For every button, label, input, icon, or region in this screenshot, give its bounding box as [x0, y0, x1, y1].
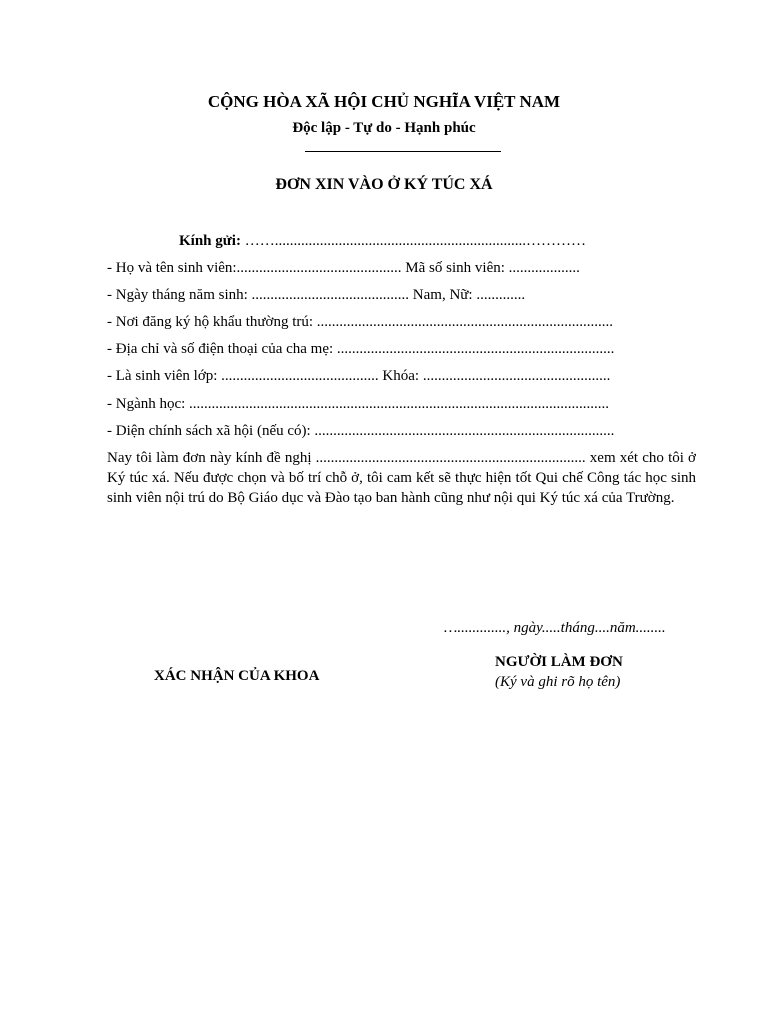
- field-birthdate-gender: - Ngày tháng năm sinh: .......................................... Nam, Nữ: .............: [107, 287, 526, 303]
- motto-underline: [305, 151, 501, 152]
- field-class-course: - Là sinh viên lớp: .......................................... Khóa: ..................................................: [107, 368, 611, 384]
- recipient-line: [179, 233, 586, 250]
- faculty-confirmation-title: XÁC NHẬN CỦA KHOA: [154, 668, 320, 684]
- recipient-blank: ……...................................................................…………: [240, 233, 586, 249]
- field-permanent-residence: - Nơi đăng ký hộ khẩu thường trú: ...............................................................................: [107, 314, 614, 330]
- request-paragraph: Nay tôi làm đơn này kính đề nghị ........................................................................ xem xét cho tôi ở Ký túc xá. Nếu được chọn và bố trí chỗ ở, tôi cam kết sẽ thực hiện tốt Qui chế Công tác học sinh sinh viên nội trú do Bộ Giáo dục và Đào tạo ban hành cũng như nội qui Ký túc xá của Trường.: [107, 450, 696, 506]
- national-title: CỘNG HÒA XÃ HỘI CHỦ NGHĨA VIỆT NAM: [207, 92, 561, 111]
- field-student-name-id: - Họ và tên sinh viên:............................................ Mã số sinh viên: ...................: [107, 260, 580, 276]
- date-line: …............., ngày.....tháng....năm........: [444, 620, 666, 636]
- field-major: - Ngành học: ................................................................................................................: [107, 396, 610, 412]
- applicant-signature-note: (Ký và ghi rõ họ tên): [495, 674, 621, 690]
- field-social-policy: - Diện chính sách xã hội (nếu có): ................................................................................: [107, 423, 615, 439]
- national-motto: Độc lập - Tự do - Hạnh phúc: [292, 120, 476, 136]
- form-title: ĐƠN XIN VÀO Ở KÝ TÚC XÁ: [275, 176, 493, 193]
- field-parent-contact: - Địa chỉ và số điện thoại của cha mẹ: ..........................................................................: [107, 341, 615, 357]
- applicant-title: NGƯỜI LÀM ĐƠN: [495, 654, 623, 670]
- recipient-label: Kính gửi:: [179, 233, 241, 249]
